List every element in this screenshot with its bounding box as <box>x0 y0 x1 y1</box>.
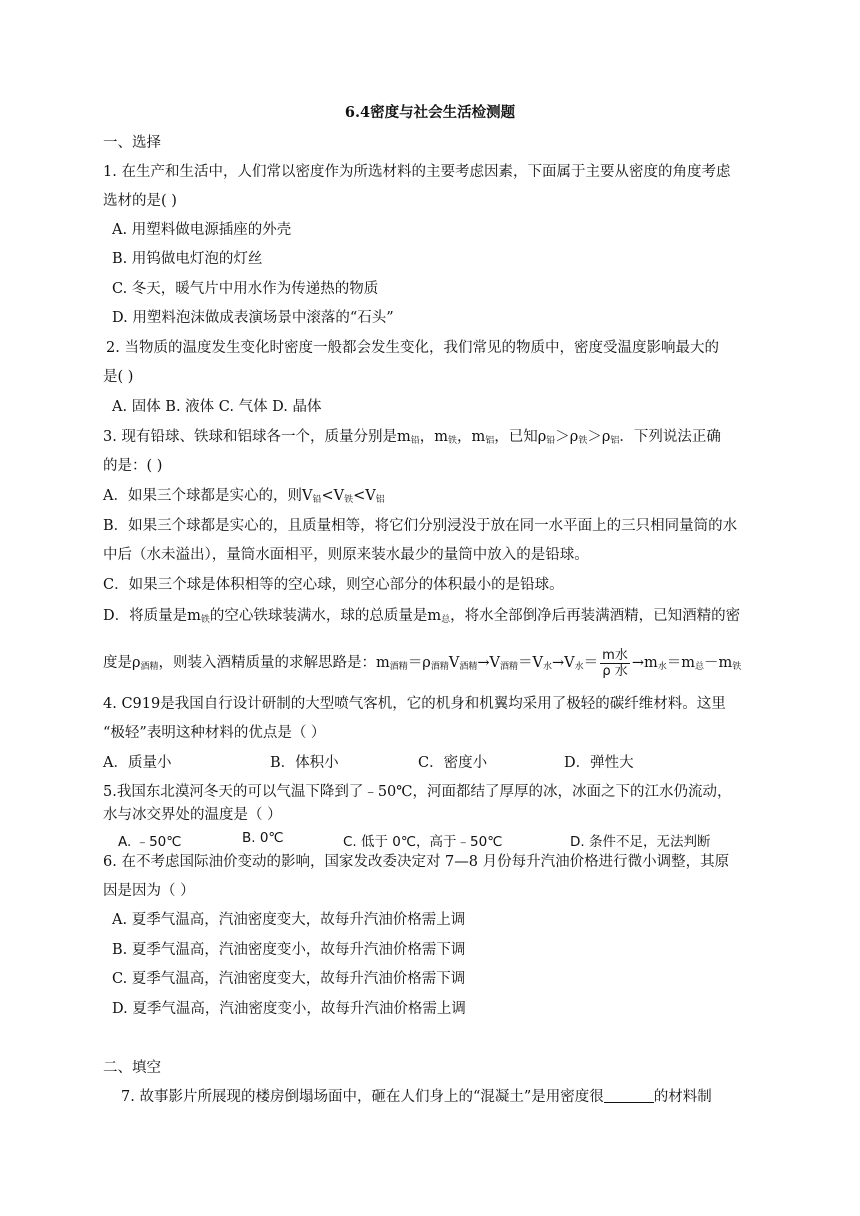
q7-answer-blank[interactable] <box>604 1088 654 1103</box>
q6-option-c: C. 夏季气温高，汽油密度变大，故每升汽油价格需下调 <box>112 971 466 987</box>
q4-stem-line1: 4. C919是我国自行设计研制的大型喷气客机，它的机身和机翼均采用了极轻的碳纤维材料。这里 <box>103 696 726 712</box>
q4-option-d: D．弹性大 <box>564 755 634 771</box>
q2-stem-line1: 2. 当物质的温度发生变化时密度一般都会发生变化，我们常见的物质中，密度受温度影响最大的 <box>106 340 719 356</box>
q1-stem-line1: 1. 在生产和生活中，人们常以密度作为所选材料的主要考虑因素，下面属于主要从密度的角度考虑 <box>103 164 731 180</box>
q4-stem-line2: “极轻”表明这种材料的优点是（ ） <box>103 725 326 741</box>
q3-option-b-line1: B．如果三个球都是实心的，且质量相等，将它们分别浸没于放在同一水平面上的三只相同量筒的水 <box>103 518 738 534</box>
q3-option-c: C．如果三个球是体积相等的空心球，则空心部分的体积最小的是铅球。 <box>103 577 564 593</box>
density-fraction <box>600 648 630 679</box>
q6-option-d: D. 夏季气温高，汽油密度变小，故每升汽油价格需上调 <box>112 1001 466 1017</box>
q5-stem-line2: 水与冰交界处的温度是（ ） <box>103 807 282 823</box>
q1-option-b: B. 用钨做电灯泡的灯丝 <box>112 251 263 267</box>
q1-option-d: D. 用塑料泡沫做成表演场景中滚落的“石头” <box>112 310 394 326</box>
q5-option-d: D. 条件不足，无法判断 <box>570 834 711 850</box>
fraction-numerator: m水 <box>602 647 628 663</box>
q5-option-a: A. ﹣50℃ <box>118 834 182 850</box>
q4-option-b: B．体积小 <box>270 755 339 771</box>
q1-option-c: C. 冬天，暖气片中用水作为传递热的物质 <box>112 281 379 297</box>
q6-option-a: A. 夏季气温高，汽油密度变大，故每升汽油价格需上调 <box>112 912 466 928</box>
section-heading-choice: 一、选择 <box>103 135 161 151</box>
q6-stem-line2: 因是因为（ ） <box>103 883 195 899</box>
q2-stem-line2: 是( ) <box>103 369 134 385</box>
q6-option-b: B. 夏季气温高，汽油密度变小，故每升汽油价格需下调 <box>112 942 466 958</box>
q1-option-a: A. 用塑料做电源插座的外壳 <box>112 222 292 238</box>
q3-stem-line1: 3. 现有铅球、铁球和铝球各一个，质量分别是$m_铅$，$m_铁$，$m_铝$，已知$\rho_铅>\rho_铁>\rho_铝$．下列说法正确 <box>103 429 721 446</box>
section-heading-fill: 二、填空 <box>103 1060 161 1076</box>
q3-option-d-line1: D．将质量是$m_铁$的空心铁球装满水，球的总质量是$m_总$，将水全部倒净后再装满酒精，已知酒精的密 <box>103 608 741 625</box>
q7-stem-line1: 7. 故事影片所展现的楼房倒塌场面中，砸在人们身上的“混凝土”是用密度很 的材料制 <box>121 1089 712 1105</box>
q3-option-a: A．如果三个球都是实心的，则$V_铅<V_铁<V_铝$ <box>103 488 385 505</box>
q6-stem-line1: 6. 在不考虑国际油价变动的影响，国家发改委决定对 7—8 月份每升汽油价格进行微小调整，其原 <box>103 854 730 870</box>
q4-option-a: A．质量小 <box>103 755 172 771</box>
q5-stem-line1: 5.我国东北漠河冬天的可以气温下降到了﹣50℃，河面都结了厚厚的冰，冰面之下的江水仍流动， <box>103 784 732 800</box>
q2-options: A. 固体 B. 液体 C. 气体 D. 晶体 <box>112 399 322 415</box>
q5-option-b: B. 0℃ <box>242 830 284 846</box>
q4-option-c: C．密度小 <box>418 755 488 771</box>
fraction-denominator: ρ 水 <box>602 663 628 679</box>
q5-option-c: C. 低于 0℃，高于﹣50℃ <box>343 834 503 850</box>
q3-option-b-line2: 中后（水未溢出），量筒水面相平，则原来装水最少的量筒中放入的是铅球。 <box>103 547 589 563</box>
q1-stem-line2: 选材的是( ) <box>103 193 177 209</box>
q3-option-d-line2: 度是$\rho_{酒精}$，则装入酒精质量的求解思路是：$m_{酒精}=\rho_{酒精}V_{酒精}\to V_{酒精}=V_水\to V_水=$ $\frac{\text{m水}}{\text{ρ 水}}$ $\to m_水=m_总-m_铁$ <box>103 647 742 679</box>
q3-stem-line2: 的是：( ) <box>103 458 163 474</box>
page-title: 6.4密度与社会生活检测题 <box>344 104 516 121</box>
